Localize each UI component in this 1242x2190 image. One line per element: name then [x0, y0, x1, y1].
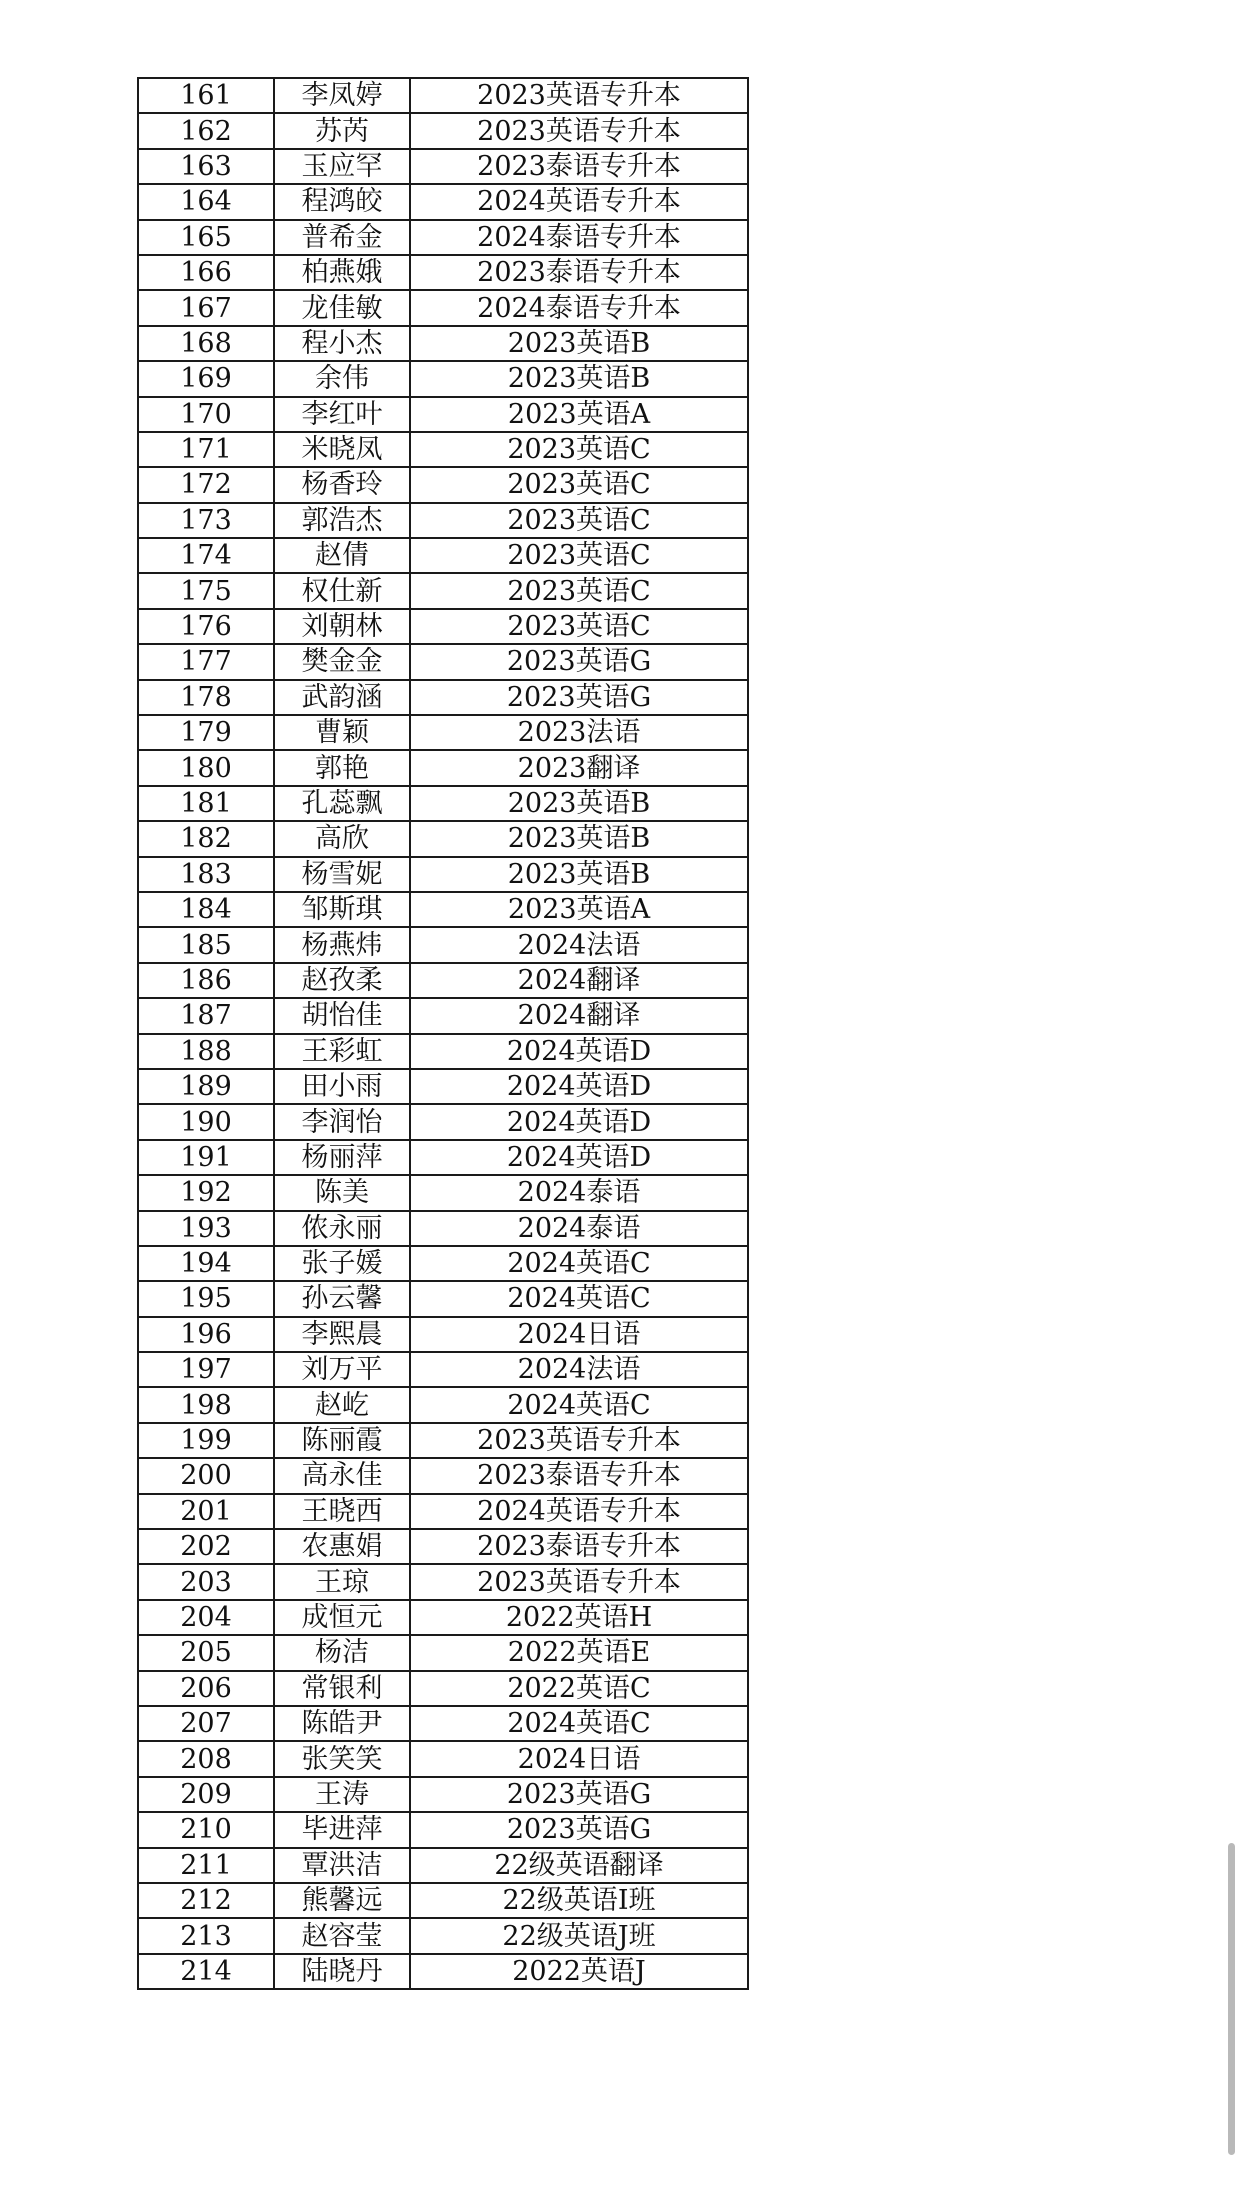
row-number-cell: 176 — [138, 609, 274, 644]
class-cell: 2024日语 — [410, 1317, 748, 1352]
name-cell: 杨燕炜 — [274, 927, 410, 962]
table-row — [138, 1281, 748, 1316]
name-cell: 陈皓尹 — [274, 1706, 410, 1741]
class-cell: 2024翻译 — [410, 963, 748, 998]
class-cell: 2023泰语专升本 — [410, 1529, 748, 1564]
class-cell: 2023英语A — [410, 892, 748, 927]
table-row — [138, 927, 748, 962]
table-row — [138, 998, 748, 1033]
table-row — [138, 1317, 748, 1352]
table-row — [138, 963, 748, 998]
row-number-cell: 196 — [138, 1317, 274, 1352]
class-cell: 2023英语B — [410, 326, 748, 361]
name-cell: 刘万平 — [274, 1352, 410, 1387]
class-cell: 2023泰语专升本 — [410, 1458, 748, 1493]
name-cell: 樊金金 — [274, 644, 410, 679]
table-row — [138, 1246, 748, 1281]
row-number-cell: 168 — [138, 326, 274, 361]
table-row — [138, 1458, 748, 1493]
row-number-cell: 200 — [138, 1458, 274, 1493]
row-number-cell: 213 — [138, 1918, 274, 1953]
row-number-cell: 214 — [138, 1954, 274, 1989]
name-cell: 孔蕊飘 — [274, 786, 410, 821]
class-cell: 2024翻译 — [410, 998, 748, 1033]
name-cell: 杨雪妮 — [274, 857, 410, 892]
row-number-cell: 175 — [138, 573, 274, 608]
table-row — [138, 1529, 748, 1564]
name-cell: 郭浩杰 — [274, 503, 410, 538]
class-cell: 2023英语C — [410, 573, 748, 608]
name-cell: 高永佳 — [274, 1458, 410, 1493]
table-row — [138, 1387, 748, 1422]
table-row — [138, 78, 748, 113]
name-cell: 成恒元 — [274, 1600, 410, 1635]
table-row — [138, 467, 748, 502]
row-number-cell: 210 — [138, 1812, 274, 1847]
name-cell: 刘朝林 — [274, 609, 410, 644]
row-number-cell: 184 — [138, 892, 274, 927]
row-number-cell: 186 — [138, 963, 274, 998]
row-number-cell: 212 — [138, 1883, 274, 1918]
student-table — [137, 77, 749, 1990]
table-row — [138, 680, 748, 715]
table-row — [138, 1883, 748, 1918]
row-number-cell: 174 — [138, 538, 274, 573]
class-cell: 2023英语G — [410, 644, 748, 679]
row-number-cell: 192 — [138, 1175, 274, 1210]
row-number-cell: 187 — [138, 998, 274, 1033]
table-row — [138, 220, 748, 255]
table-row — [138, 857, 748, 892]
name-cell: 米晓凤 — [274, 432, 410, 467]
row-number-cell: 169 — [138, 361, 274, 396]
name-cell: 侬永丽 — [274, 1211, 410, 1246]
class-cell: 2023英语G — [410, 1812, 748, 1847]
name-cell: 李熙晨 — [274, 1317, 410, 1352]
name-cell: 程小杰 — [274, 326, 410, 361]
class-cell: 2023英语C — [410, 538, 748, 573]
name-cell: 赵屹 — [274, 1387, 410, 1422]
class-cell: 2023英语G — [410, 1777, 748, 1812]
name-cell: 覃洪洁 — [274, 1848, 410, 1883]
class-cell: 2023翻译 — [410, 750, 748, 785]
row-number-cell: 181 — [138, 786, 274, 821]
table-row — [138, 1175, 748, 1210]
table-row — [138, 290, 748, 325]
class-cell: 2024英语专升本 — [410, 184, 748, 219]
name-cell: 曹颖 — [274, 715, 410, 750]
name-cell: 柏燕娥 — [274, 255, 410, 290]
row-number-cell: 183 — [138, 857, 274, 892]
row-number-cell: 208 — [138, 1741, 274, 1776]
table-row — [138, 892, 748, 927]
class-cell: 2023英语专升本 — [410, 78, 748, 113]
row-number-cell: 190 — [138, 1104, 274, 1139]
class-cell: 2022英语E — [410, 1635, 748, 1670]
name-cell: 杨洁 — [274, 1635, 410, 1670]
table-row — [138, 326, 748, 361]
table-row — [138, 1104, 748, 1139]
name-cell: 常银利 — [274, 1671, 410, 1706]
row-number-cell: 167 — [138, 290, 274, 325]
class-cell: 2024泰语专升本 — [410, 290, 748, 325]
table-row — [138, 503, 748, 538]
class-cell: 22级英语翻译 — [410, 1848, 748, 1883]
row-number-cell: 163 — [138, 149, 274, 184]
table-row — [138, 1918, 748, 1953]
row-number-cell: 193 — [138, 1211, 274, 1246]
name-cell: 杨丽萍 — [274, 1140, 410, 1175]
table-row — [138, 1600, 748, 1635]
name-cell: 陈美 — [274, 1175, 410, 1210]
name-cell: 张笑笑 — [274, 1741, 410, 1776]
class-cell: 2024英语C — [410, 1246, 748, 1281]
class-cell: 2023英语专升本 — [410, 1423, 748, 1458]
table-row — [138, 786, 748, 821]
class-cell: 22级英语I班 — [410, 1883, 748, 1918]
class-cell: 2022英语J — [410, 1954, 748, 1989]
class-cell: 2023法语 — [410, 715, 748, 750]
class-cell: 2023英语C — [410, 432, 748, 467]
name-cell: 陆晓丹 — [274, 1954, 410, 1989]
class-cell: 2023泰语专升本 — [410, 255, 748, 290]
row-number-cell: 195 — [138, 1281, 274, 1316]
table-row — [138, 1564, 748, 1599]
row-number-cell: 198 — [138, 1387, 274, 1422]
row-number-cell: 207 — [138, 1706, 274, 1741]
row-number-cell: 189 — [138, 1069, 274, 1104]
row-number-cell: 185 — [138, 927, 274, 962]
row-number-cell: 164 — [138, 184, 274, 219]
row-number-cell: 178 — [138, 680, 274, 715]
table-row — [138, 184, 748, 219]
class-cell: 2024泰语 — [410, 1211, 748, 1246]
name-cell: 高欣 — [274, 821, 410, 856]
name-cell: 邹斯琪 — [274, 892, 410, 927]
name-cell: 熊馨远 — [274, 1883, 410, 1918]
table-row — [138, 113, 748, 148]
class-cell: 2023英语C — [410, 467, 748, 502]
name-cell: 陈丽霞 — [274, 1423, 410, 1458]
table-row — [138, 538, 748, 573]
row-number-cell: 177 — [138, 644, 274, 679]
name-cell: 胡怡佳 — [274, 998, 410, 1033]
class-cell: 2024英语C — [410, 1281, 748, 1316]
name-cell: 田小雨 — [274, 1069, 410, 1104]
row-number-cell: 180 — [138, 750, 274, 785]
name-cell: 玉应罕 — [274, 149, 410, 184]
table-row — [138, 1706, 748, 1741]
row-number-cell: 166 — [138, 255, 274, 290]
name-cell: 余伟 — [274, 361, 410, 396]
class-cell: 2024英语D — [410, 1069, 748, 1104]
name-cell: 杨香玲 — [274, 467, 410, 502]
name-cell: 武韵涵 — [274, 680, 410, 715]
table-row — [138, 1352, 748, 1387]
table-row — [138, 750, 748, 785]
name-cell: 王晓西 — [274, 1494, 410, 1529]
row-number-cell: 182 — [138, 821, 274, 856]
name-cell: 李红叶 — [274, 397, 410, 432]
class-cell: 2023泰语专升本 — [410, 149, 748, 184]
class-cell: 2024法语 — [410, 1352, 748, 1387]
table-row — [138, 821, 748, 856]
name-cell: 王琼 — [274, 1564, 410, 1599]
table-body — [138, 78, 748, 1989]
row-number-cell: 206 — [138, 1671, 274, 1706]
table-row — [138, 361, 748, 396]
class-cell: 2023英语G — [410, 680, 748, 715]
row-number-cell: 197 — [138, 1352, 274, 1387]
class-cell: 2024英语D — [410, 1034, 748, 1069]
class-cell: 2024法语 — [410, 927, 748, 962]
row-number-cell: 171 — [138, 432, 274, 467]
name-cell: 程鸿皎 — [274, 184, 410, 219]
class-cell: 2024英语D — [410, 1140, 748, 1175]
class-cell: 22级英语J班 — [410, 1918, 748, 1953]
table-row — [138, 1812, 748, 1847]
table-row — [138, 1954, 748, 1989]
class-cell: 2024日语 — [410, 1741, 748, 1776]
table-row — [138, 1635, 748, 1670]
class-cell: 2024泰语专升本 — [410, 220, 748, 255]
row-number-cell: 204 — [138, 1600, 274, 1635]
name-cell: 王涛 — [274, 1777, 410, 1812]
name-cell: 李润怡 — [274, 1104, 410, 1139]
class-cell: 2023英语C — [410, 609, 748, 644]
row-number-cell: 173 — [138, 503, 274, 538]
table-row — [138, 1741, 748, 1776]
row-number-cell: 211 — [138, 1848, 274, 1883]
row-number-cell: 179 — [138, 715, 274, 750]
name-cell: 郭艳 — [274, 750, 410, 785]
table-row — [138, 1034, 748, 1069]
table-row — [138, 573, 748, 608]
class-cell: 2023英语B — [410, 786, 748, 821]
name-cell: 农惠娟 — [274, 1529, 410, 1564]
table-row — [138, 432, 748, 467]
class-cell: 2023英语B — [410, 821, 748, 856]
scrollbar-thumb[interactable] — [1228, 1843, 1235, 2155]
table-row — [138, 609, 748, 644]
class-cell: 2023英语专升本 — [410, 1564, 748, 1599]
row-number-cell: 199 — [138, 1423, 274, 1458]
name-cell: 毕进萍 — [274, 1812, 410, 1847]
class-cell: 2023英语B — [410, 857, 748, 892]
row-number-cell: 165 — [138, 220, 274, 255]
class-cell: 2023英语B — [410, 361, 748, 396]
name-cell: 李凤婷 — [274, 78, 410, 113]
name-cell: 权仕新 — [274, 573, 410, 608]
name-cell: 普希金 — [274, 220, 410, 255]
class-cell: 2022英语C — [410, 1671, 748, 1706]
row-number-cell: 170 — [138, 397, 274, 432]
row-number-cell: 161 — [138, 78, 274, 113]
row-number-cell: 203 — [138, 1564, 274, 1599]
row-number-cell: 205 — [138, 1635, 274, 1670]
table-row — [138, 1140, 748, 1175]
table-row — [138, 397, 748, 432]
name-cell: 赵倩 — [274, 538, 410, 573]
name-cell: 赵容莹 — [274, 1918, 410, 1953]
table-row — [138, 715, 748, 750]
class-cell: 2023英语C — [410, 503, 748, 538]
row-number-cell: 209 — [138, 1777, 274, 1812]
table-row — [138, 1494, 748, 1529]
table-row — [138, 1211, 748, 1246]
class-cell: 2024英语D — [410, 1104, 748, 1139]
class-cell: 2024英语专升本 — [410, 1494, 748, 1529]
table-row — [138, 1777, 748, 1812]
table-row — [138, 1671, 748, 1706]
class-cell: 2024英语C — [410, 1706, 748, 1741]
class-cell: 2023英语A — [410, 397, 748, 432]
class-cell: 2022英语H — [410, 1600, 748, 1635]
table-row — [138, 1423, 748, 1458]
row-number-cell: 162 — [138, 113, 274, 148]
name-cell: 张子媛 — [274, 1246, 410, 1281]
table-row — [138, 1069, 748, 1104]
row-number-cell: 172 — [138, 467, 274, 502]
table-row — [138, 149, 748, 184]
row-number-cell: 201 — [138, 1494, 274, 1529]
row-number-cell: 202 — [138, 1529, 274, 1564]
name-cell: 苏芮 — [274, 113, 410, 148]
class-cell: 2024泰语 — [410, 1175, 748, 1210]
table-row — [138, 1848, 748, 1883]
row-number-cell: 191 — [138, 1140, 274, 1175]
name-cell: 龙佳敏 — [274, 290, 410, 325]
class-cell: 2023英语专升本 — [410, 113, 748, 148]
row-number-cell: 194 — [138, 1246, 274, 1281]
name-cell: 赵孜柔 — [274, 963, 410, 998]
name-cell: 孙云馨 — [274, 1281, 410, 1316]
table-row — [138, 644, 748, 679]
class-cell: 2024英语C — [410, 1387, 748, 1422]
table-row — [138, 255, 748, 290]
name-cell: 王彩虹 — [274, 1034, 410, 1069]
row-number-cell: 188 — [138, 1034, 274, 1069]
